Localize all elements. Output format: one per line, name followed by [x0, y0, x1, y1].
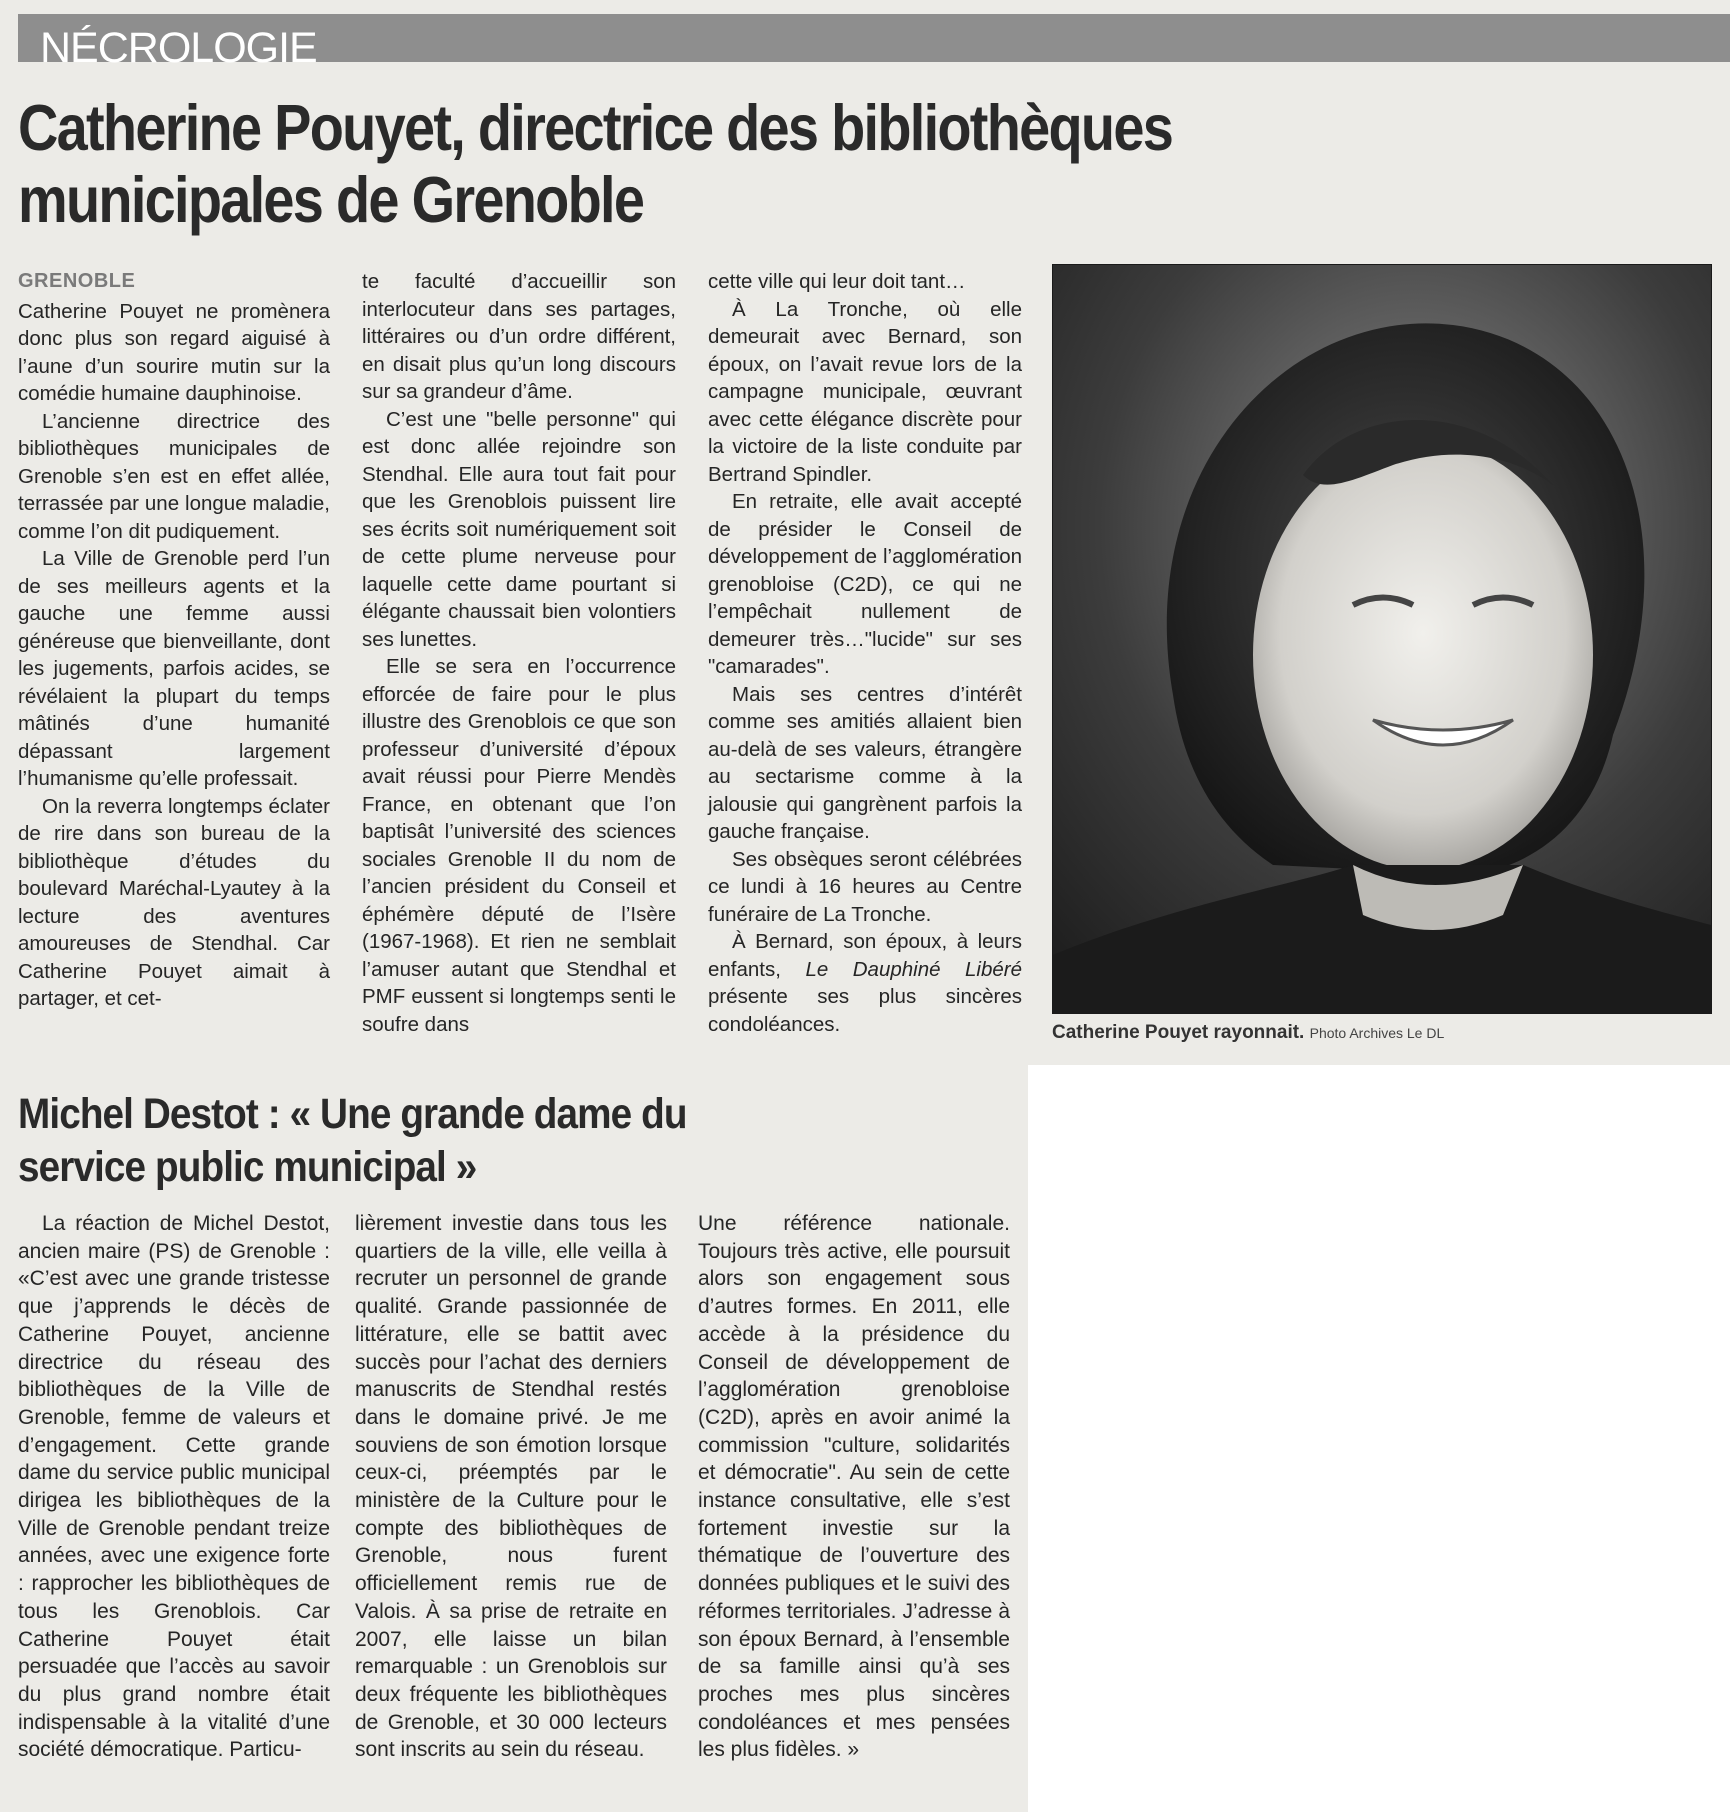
- paragraph: On la reverra longtemps éclater de rire dans son bureau de la bibliothèque d’études du boulevard Maréchal-Lyautey à la lecture des aventures amoureuses de Stendhal. Car Catherine Pouyet aimait à partager, et cet-: [18, 794, 330, 1010]
- section-header-bar: [18, 14, 1730, 72]
- caption-text: Catherine Pouyet rayonnait.: [1052, 1022, 1305, 1043]
- secondary-column-3: [698, 1210, 1010, 1764]
- photo-credit: Photo Archives Le DL: [1309, 1025, 1445, 1041]
- paragraph: Elle se sera en l’occurrence efforcée de faire pour le plus illustre des Grenoblois ce que son professeur d’université d’époux avait réussi pour Pierre Mendès France, en obtenant que l’on baptisât l’université des sciences sociales Grenoble II du nom de l’ancien président du Conseil et éphémère député de l’Isère (1967-1968). Et rien ne semblait l’amuser autant que Stendhal et PMF eussent si longtemps senti le soufre dans: [362, 655, 676, 1036]
- portrait-photo: [1052, 264, 1712, 1014]
- paragraph: cette ville qui leur doit tant…: [708, 270, 966, 293]
- section-label: NÉCROLOGIE: [40, 24, 317, 72]
- paragraph: C’est une "belle personne" qui est donc allée rejoindre son Stendhal. Elle aura tout fait pour que les Grenoblois puissent lire ses écrits soit numériquement soit de cette plume nerveuse pour laquelle cette dame pourtant si élégante chaussait bien volontiers ses lunettes.: [362, 407, 676, 651]
- paragraph: En retraite, elle avait accepté de présider le Conseil de développement de l’agglomération grenobloise (C2D), ce qui ne l’empêchait nullement de demeurer très…"lucide" sur ses "camarades".: [708, 490, 1022, 678]
- article-column-3: [708, 268, 1022, 1038]
- secondary-title: Michel Destot : « Une grande dame du service public municipal »: [18, 1090, 687, 1191]
- paragraph: L’ancienne directrice des bibliothèques municipales de Grenoble s’en est en effet allée, terrassée par une longue maladie, comme l’on dit pudiquement.: [18, 409, 330, 543]
- article-column-2: [362, 268, 676, 1038]
- paragraph: Une référence nationale. Toujours très active, elle poursuit alors son engagement sous d’autres formes. En 2011, elle accède à la présidence du Conseil de développement de l’agglomération grenobloise (C2D), après en avoir animé la commission "culture, solidarités et démocratie". Au sein de cette instance consultative, elle s’est fortement investie sur la thématique de l’ouverture des données publiques et le suivi des réformes territoriales. J’adresse à son époux Bernard, à l’ensemble de sa famille ainsi qu’à ses proches mes plus sincères condoléances et mes pensées les plus fidèles. »: [698, 1212, 1010, 1762]
- paragraph: Mais ses centres d’intérêt comme ses amitiés allaient bien au-delà de ses valeurs, étrangère au sectarisme comme à la jalousie qui gangrènent parfois la gauche française.: [708, 682, 1022, 843]
- paragraph: te faculté d’accueillir son interlocuteur dans ses partages, littéraires ou d’un ordre différent, en disait plus qu’un long discours sur sa grandeur d’âme.: [362, 270, 676, 403]
- photo-caption: [1052, 1022, 1444, 1044]
- article-title: Catherine Pouyet, directrice des bibliothèques municipales de Grenoble: [18, 91, 1173, 236]
- paragraph: lièrement investie dans tous les quartiers de la ville, elle veilla à recruter un personnel de grande qualité. Grande passionnée de littérature, elle se battit avec succès pour l’achat des derniers manuscrits de Stendhal restés dans le domaine privé. Je me souviens de son émotion lorsque ceux-ci, préemptés par le ministère de la Culture pour le compte des bibliothèques de Grenoble, nous furent officiellement remis rue de Valois. À sa prise de retraite en 2007, elle laisse un bilan remarquable : un Grenoblois sur deux fréquente les bibliothèques de Grenoble, et 30 000 lecteurs sont inscrits au sein du réseau.: [355, 1212, 667, 1762]
- paragraph: À La Tronche, où elle demeurait avec Bernard, son époux, on l’avait revue lors de la campagne municipale, œuvrant avec cette élégance discrète pour la victoire de la liste conduite par Bertrand Spindler.: [708, 297, 1022, 486]
- dateline: GRENOBLE: [18, 270, 136, 292]
- article-column-1: [18, 268, 330, 1013]
- paragraph: La réaction de Michel Destot, ancien maire (PS) de Grenoble : «C’est avec une grande tristesse que j’apprends le décès de Catherine Pouyet, ancienne directrice du réseau des bibliothèques de la Ville de Grenoble, femme de valeurs et d’engagement. Cette grande dame du service public municipal dirigea les bibliothèques de la Ville de Grenoble pendant treize années, avec une exigence forte : rapprocher les bibliothèques de tous les Grenoblois. Car Catherine Pouyet était persuadée que l’accès au savoir du plus grand nombre était indispensable à la vitalité d’une société démocratique. Particu-: [18, 1212, 330, 1762]
- paragraph: La Ville de Grenoble perd l’un de ses meilleurs agents et la gauche une femme aussi généreuse que bienveillante, dont les jugements, parfois acides, se révélaient la plupart du temps mâtinés d’une humanité dépassant largement l’humanisme qu’elle professait.: [18, 547, 330, 790]
- secondary-column-2: [355, 1210, 667, 1764]
- secondary-column-1: [18, 1210, 330, 1764]
- newspaper-name: Le Dauphiné Libéré: [805, 957, 1023, 981]
- paragraph-closing: À Bernard, son époux, à leurs enfants, Le Dauphiné Libéré présente ses plus sincères condoléances.: [708, 930, 1023, 1036]
- paragraph: Catherine Pouyet ne promènera donc plus son regard aiguisé à l’aune d’un sourire mutin sur la comédie humaine dauphinoise.: [18, 299, 330, 405]
- blank-area: [1028, 1065, 1730, 1812]
- paragraph: Ses obsèques seront célébrées ce lundi à 16 heures au Centre funéraire de La Tronche.: [708, 847, 1022, 926]
